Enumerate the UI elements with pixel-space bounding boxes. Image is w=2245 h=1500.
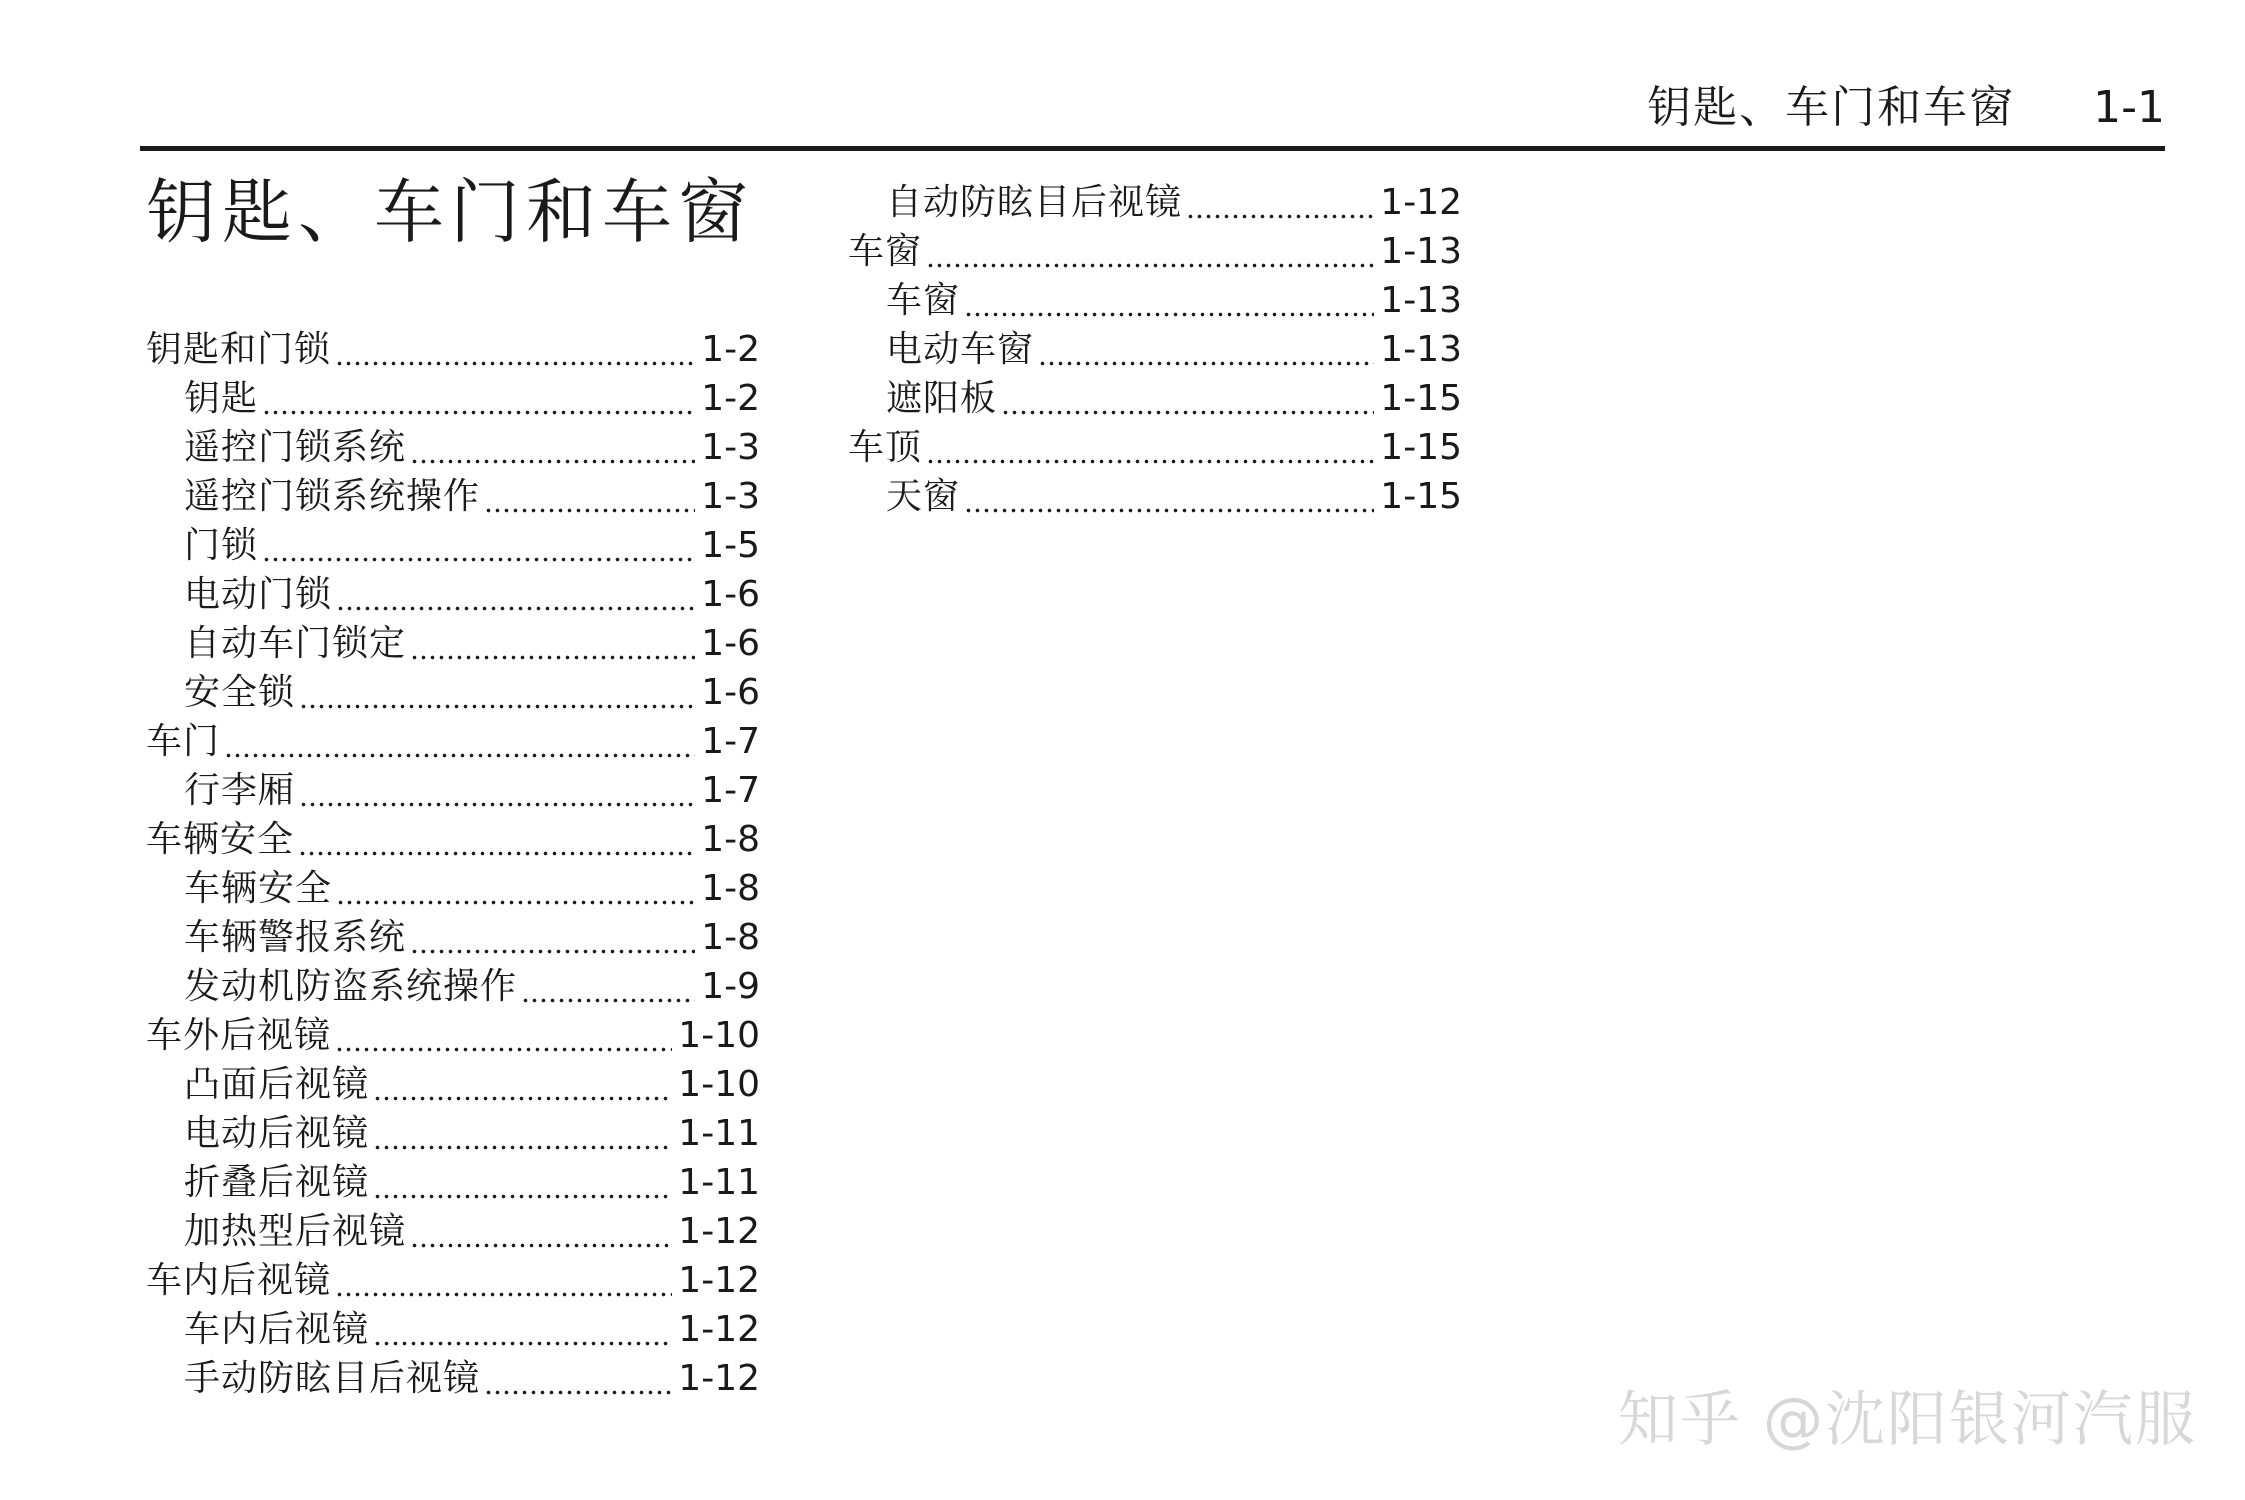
toc-entry: [146, 374, 760, 423]
toc-dot-leader: [336, 871, 695, 907]
toc-entry: [146, 1354, 760, 1403]
toc-entry-page-number: 1-3: [701, 427, 760, 468]
toc-entry: [146, 1060, 760, 1109]
toc-entry-page-number: 1-11: [678, 1113, 760, 1154]
toc-entry-title: 车外后视镜: [146, 1015, 332, 1056]
toc-column-right: [848, 178, 1462, 521]
toc-entry: [146, 472, 760, 521]
toc-entry-page-number: 1-10: [678, 1064, 760, 1105]
toc-dot-leader: [1186, 185, 1374, 221]
toc-dot-leader: [336, 577, 695, 613]
toc-dot-leader: [1038, 332, 1374, 368]
toc-entry-page-number: 1-13: [1380, 329, 1462, 370]
toc-entry-title: 车辆警报系统: [184, 917, 407, 958]
toc-entry-title: 手动防眩目后视镜: [184, 1358, 481, 1399]
toc-entry-title: 天窗: [886, 476, 961, 517]
toc-entry-title: 车辆安全: [184, 868, 333, 909]
toc-entry-page-number: 1-13: [1380, 231, 1462, 272]
toc-entry: [848, 178, 1462, 227]
toc-entry: [146, 962, 760, 1011]
toc-dot-leader: [926, 234, 1374, 270]
toc-entry-title: 自动防眩目后视镜: [886, 182, 1183, 223]
toc-dot-leader: [262, 528, 695, 564]
toc-entry-page-number: 1-2: [701, 378, 760, 419]
toc-entry-page-number: 1-8: [701, 819, 760, 860]
toc-entry-title: 钥匙和门锁: [146, 329, 332, 370]
toc-entry-page-number: 1-12: [678, 1211, 760, 1252]
toc-entry: [146, 619, 760, 668]
toc-entry-page-number: 1-12: [678, 1358, 760, 1399]
toc-entry-title: 车顶: [848, 427, 923, 468]
toc-entry-page-number: 1-6: [701, 574, 760, 615]
toc-entry: [146, 913, 760, 962]
toc-entry: [848, 374, 1462, 423]
toc-entry-title: 遮阳板: [886, 378, 998, 419]
toc-entry-title: 车窗: [848, 231, 923, 272]
toc-entry-page-number: 1-10: [678, 1015, 760, 1056]
toc-entry-page-number: 1-11: [678, 1162, 760, 1203]
toc-entry-page-number: 1-7: [701, 770, 760, 811]
toc-entry: [146, 815, 760, 864]
toc-entry: [146, 521, 760, 570]
toc-entry-title: 电动后视镜: [184, 1113, 370, 1154]
toc-entry-title: 车内后视镜: [146, 1260, 332, 1301]
toc-entry: [146, 325, 760, 374]
toc-entry: [146, 1305, 760, 1354]
header-rule: [140, 146, 2165, 151]
toc-entry-title: 钥匙: [184, 378, 259, 419]
toc-entry-title: 车窗: [886, 280, 961, 321]
running-header-page-number: 1-1: [2093, 82, 2165, 133]
toc-entry-title: 遥控门锁系统: [184, 427, 407, 468]
toc-entry: [848, 325, 1462, 374]
toc-dot-leader: [484, 479, 695, 515]
toc-dot-leader: [410, 920, 695, 956]
toc-dot-leader: [224, 724, 695, 760]
toc-dot-leader: [484, 1361, 672, 1397]
toc-entry-page-number: 1-2: [701, 329, 760, 370]
watermark: 知乎 @沈阳银河汽服: [1617, 1385, 2197, 1455]
toc-entry-page-number: 1-15: [1380, 427, 1462, 468]
toc-dot-leader: [964, 479, 1374, 515]
toc-entry: [146, 766, 760, 815]
toc-entry-page-number: 1-12: [678, 1260, 760, 1301]
toc-dot-leader: [299, 675, 695, 711]
toc-entry-page-number: 1-9: [701, 966, 760, 1007]
toc-entry-page-number: 1-6: [701, 623, 760, 664]
toc-dot-leader: [299, 773, 695, 809]
toc-entry-title: 加热型后视镜: [184, 1211, 407, 1252]
toc-dot-leader: [262, 381, 695, 417]
toc-entry-page-number: 1-8: [701, 917, 760, 958]
toc-dot-leader: [335, 332, 695, 368]
toc-entry-title: 门锁: [184, 525, 259, 566]
toc-dot-leader: [926, 430, 1374, 466]
toc-dot-leader: [373, 1116, 672, 1152]
toc-entry-title: 电动门锁: [184, 574, 333, 615]
toc-entry-title: 凸面后视镜: [184, 1064, 370, 1105]
toc-entry: [848, 276, 1462, 325]
running-header: [1365, 78, 2165, 138]
toc-dot-leader: [410, 1214, 672, 1250]
toc-entry-title: 折叠后视镜: [184, 1162, 370, 1203]
toc-entry-page-number: 1-7: [701, 721, 760, 762]
toc-entry: [848, 227, 1462, 276]
toc-column-left: [146, 325, 760, 1403]
toc-entry: [146, 1109, 760, 1158]
toc-entry-title: 车辆安全: [146, 819, 295, 860]
toc-entry-page-number: 1-8: [701, 868, 760, 909]
running-header-title: 钥匙、车门和车窗: [1647, 82, 2016, 133]
toc-dot-leader: [964, 283, 1374, 319]
toc-entry: [146, 570, 760, 619]
chapter-title: 钥匙、车门和车窗: [146, 171, 754, 253]
toc-entry-title: 自动车门锁定: [184, 623, 407, 664]
toc-entry-title: 发动机防盗系统操作: [184, 966, 518, 1007]
toc-entry-title: 行李厢: [184, 770, 296, 811]
toc-dot-leader: [410, 626, 695, 662]
toc-dot-leader: [1001, 381, 1374, 417]
toc-dot-leader: [373, 1312, 672, 1348]
toc-entry-page-number: 1-3: [701, 476, 760, 517]
toc-entry: [146, 668, 760, 717]
toc-entry: [146, 717, 760, 766]
toc-entry-title: 电动车窗: [886, 329, 1035, 370]
toc-dot-leader: [298, 822, 695, 858]
toc-entry: [146, 1207, 760, 1256]
toc-entry: [146, 1011, 760, 1060]
toc-dot-leader: [410, 430, 695, 466]
toc-dot-leader: [521, 969, 695, 1005]
toc-dot-leader: [335, 1263, 672, 1299]
toc-entry-page-number: 1-6: [701, 672, 760, 713]
toc-entry-page-number: 1-12: [678, 1309, 760, 1350]
toc-entry: [146, 423, 760, 472]
toc-entry-page-number: 1-15: [1380, 476, 1462, 517]
toc-entry: [848, 423, 1462, 472]
toc-dot-leader: [335, 1018, 672, 1054]
toc-entry-page-number: 1-13: [1380, 280, 1462, 321]
toc-entry-title: 安全锁: [184, 672, 296, 713]
toc-entry: [146, 864, 760, 913]
toc-entry-title: 车门: [146, 721, 221, 762]
toc-dot-leader: [373, 1067, 672, 1103]
toc-entry-page-number: 1-5: [701, 525, 760, 566]
toc-entry: [848, 472, 1462, 521]
toc-entry-page-number: 1-12: [1380, 182, 1462, 223]
toc-dot-leader: [373, 1165, 672, 1201]
toc-entry-page-number: 1-15: [1380, 378, 1462, 419]
toc-entry-title: 遥控门锁系统操作: [184, 476, 481, 517]
toc-entry: [146, 1158, 760, 1207]
toc-entry-title: 车内后视镜: [184, 1309, 370, 1350]
toc-entry: [146, 1256, 760, 1305]
